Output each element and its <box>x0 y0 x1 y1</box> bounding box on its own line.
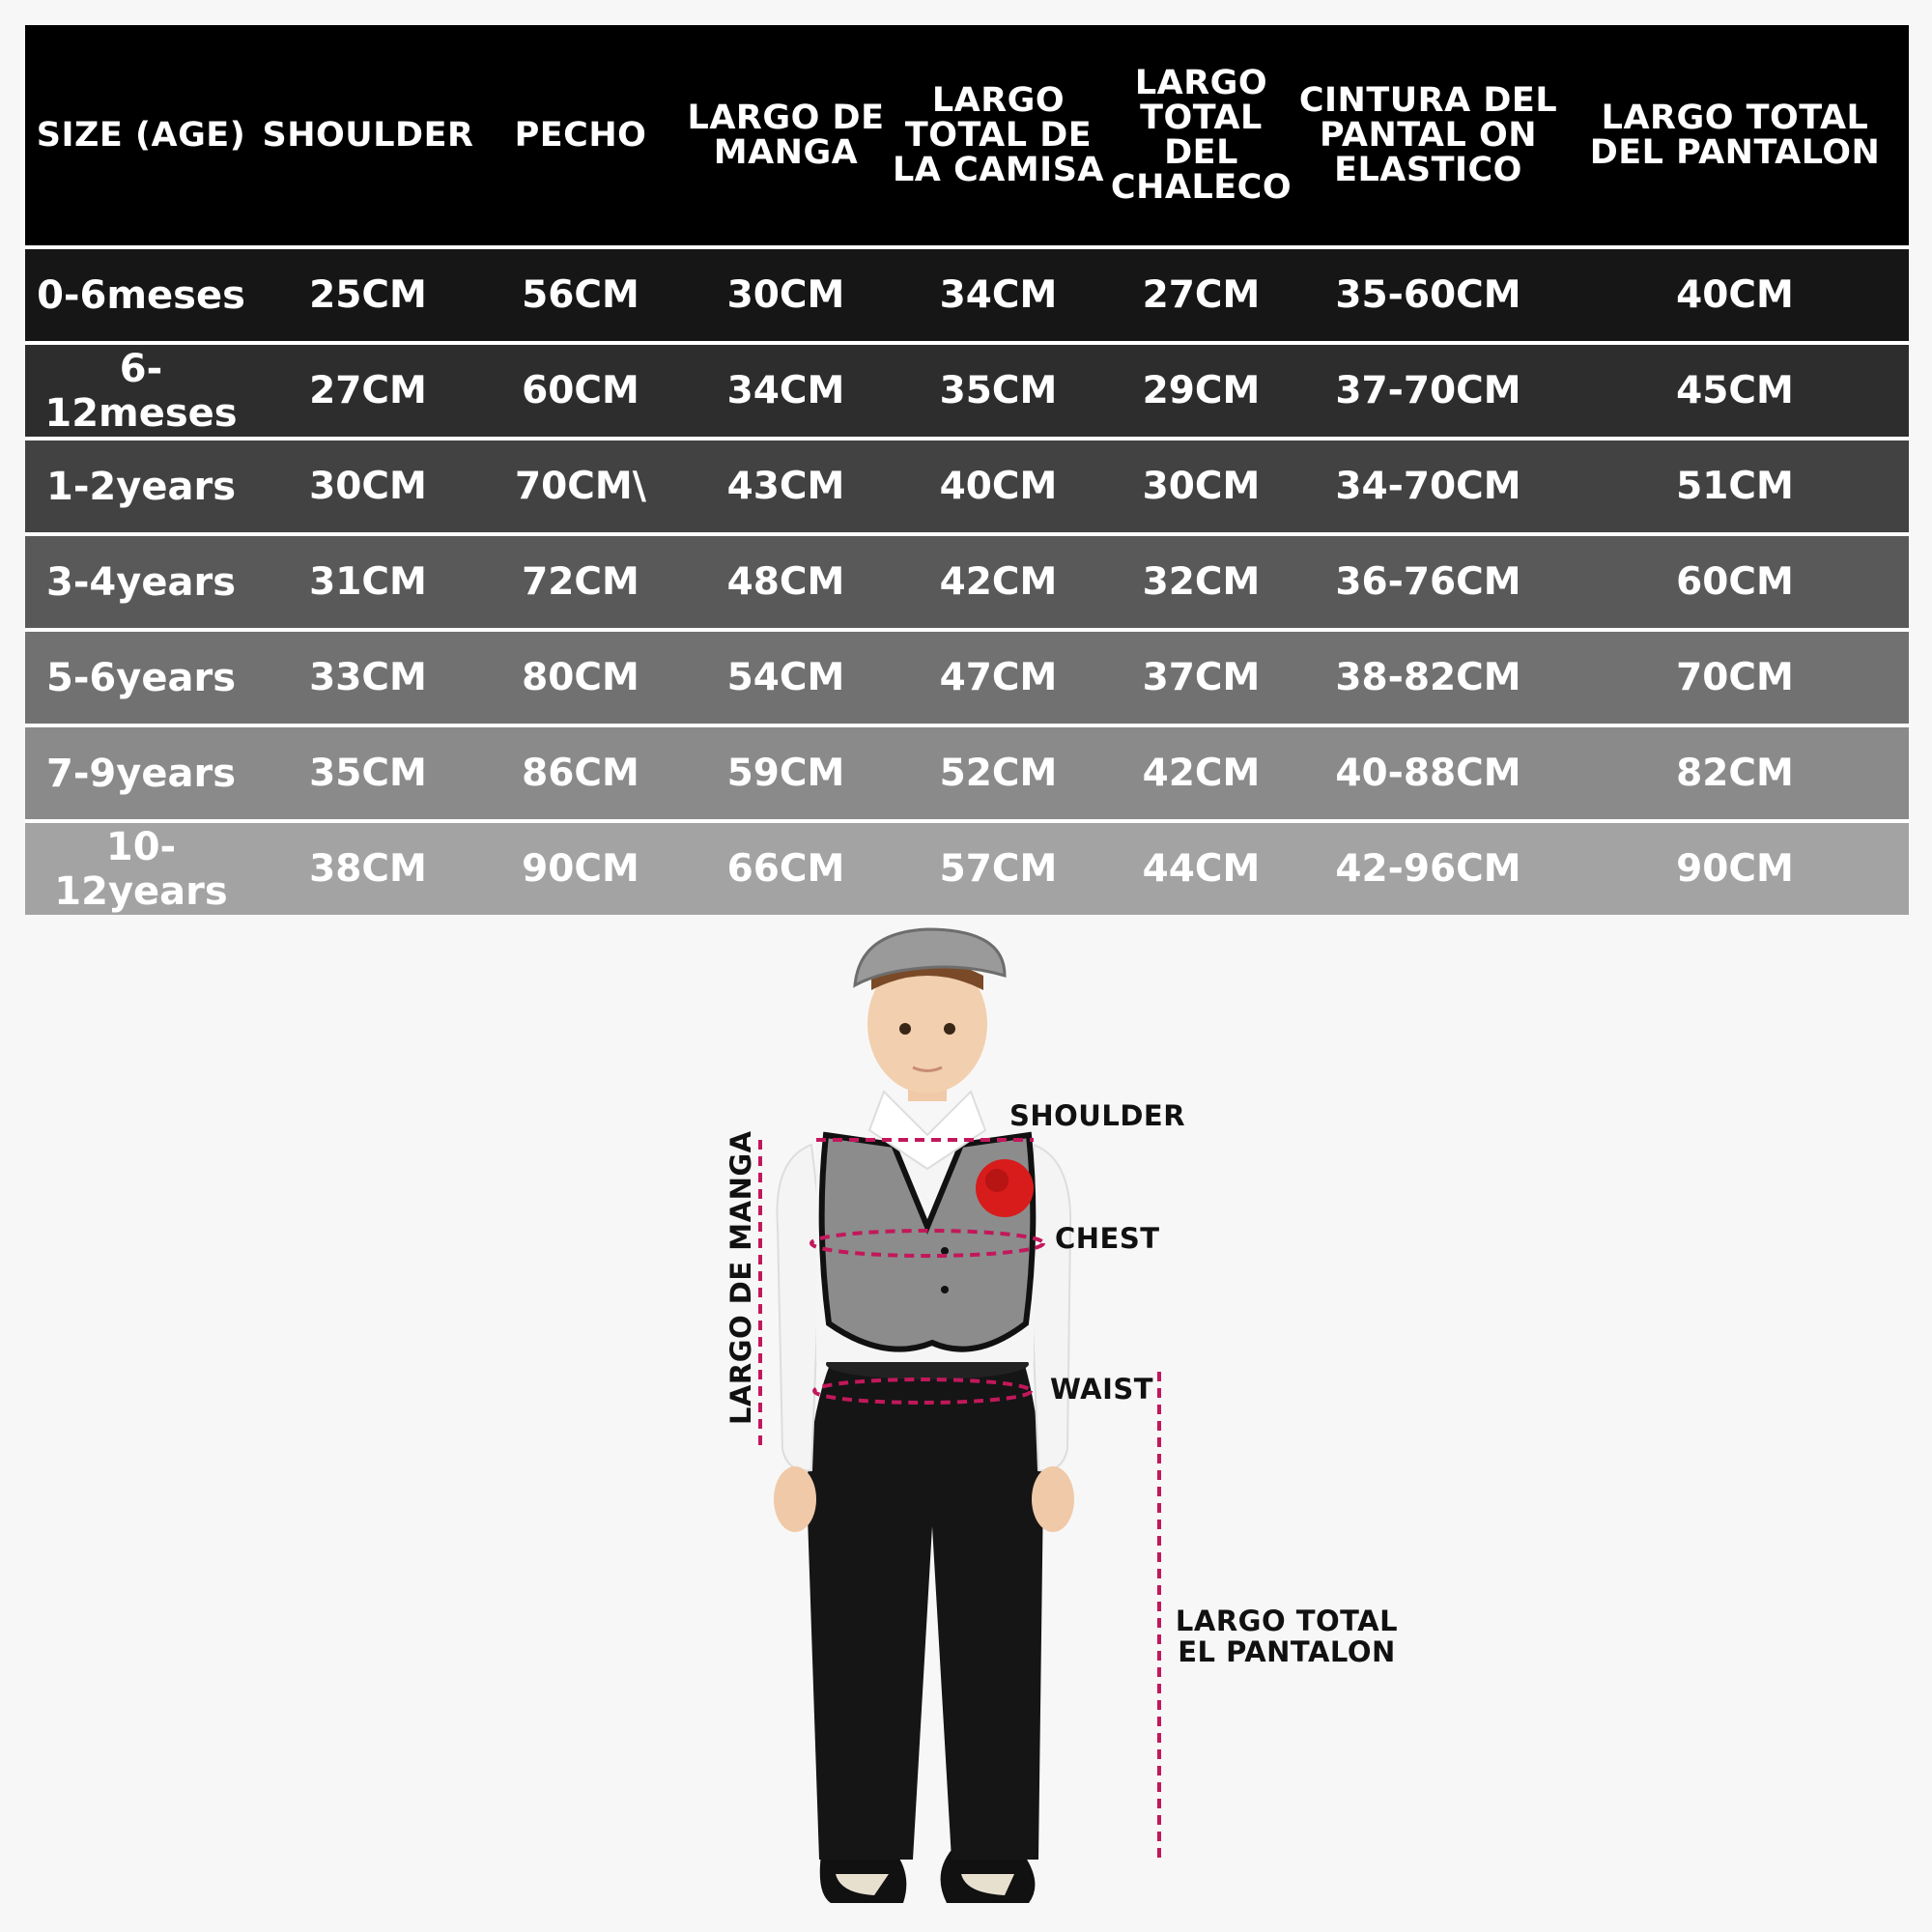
table-cell: 80CM <box>479 632 682 727</box>
header-largo-pantalon: LARGO TOTAL DEL PANTALON <box>1561 25 1909 249</box>
header-largo-chaleco: LARGO TOTAL DEL CHALECO <box>1107 25 1295 249</box>
table-cell: 48CM <box>682 536 890 632</box>
table-cell: 29CM <box>1107 345 1295 440</box>
sleeve-length-label: LARGO DE MANGA <box>724 1130 757 1425</box>
table-cell: 34CM <box>682 345 890 440</box>
table-cell: 40-88CM <box>1295 727 1561 823</box>
header-largo-camisa: LARGO TOTAL DE LA CAMISA <box>890 25 1107 249</box>
table-cell: 37CM <box>1107 632 1295 727</box>
table-cell: 44CM <box>1107 823 1295 915</box>
table-cell: 51CM <box>1561 440 1909 536</box>
table-cell: 90CM <box>479 823 682 915</box>
table-cell: 37-70CM <box>1295 345 1561 440</box>
table-cell: 72CM <box>479 536 682 632</box>
table-cell: 59CM <box>682 727 890 823</box>
table-cell: 70CM\ <box>479 440 682 536</box>
header-pecho: PECHO <box>479 25 682 249</box>
table-row <box>25 823 1909 915</box>
table-row <box>25 632 1909 727</box>
chest-label: CHEST <box>1055 1222 1160 1255</box>
size-cell: 6-12meses <box>25 345 257 440</box>
table-cell: 33CM <box>257 632 479 727</box>
table-cell: 30CM <box>257 440 479 536</box>
table-cell: 56CM <box>479 249 682 345</box>
pants-shape <box>807 1362 1043 1860</box>
header-cintura: CINTURA DEL PANTAL ON ELASTICO <box>1295 25 1561 249</box>
table-cell: 32CM <box>1107 536 1295 632</box>
size-cell: 0-6meses <box>25 249 257 345</box>
table-cell: 86CM <box>479 727 682 823</box>
table-cell: 45CM <box>1561 345 1909 440</box>
header-shoulder: SHOULDER <box>257 25 479 249</box>
table-cell: 35CM <box>890 345 1107 440</box>
table-cell: 43CM <box>682 440 890 536</box>
table-cell: 38-82CM <box>1295 632 1561 727</box>
table-cell: 66CM <box>682 823 890 915</box>
table-cell: 40CM <box>1561 249 1909 345</box>
measurement-figure <box>0 908 1932 1932</box>
header-size: SIZE (AGE) <box>25 25 257 249</box>
table-cell: 42-96CM <box>1295 823 1561 915</box>
size-cell: 1-2years <box>25 440 257 536</box>
table-cell: 60CM <box>479 345 682 440</box>
table-row <box>25 440 1909 536</box>
table-cell: 57CM <box>890 823 1107 915</box>
size-cell: 10-12years <box>25 823 257 915</box>
table-cell: 27CM <box>257 345 479 440</box>
table-cell: 70CM <box>1561 632 1909 727</box>
table-row <box>25 727 1909 823</box>
table-row <box>25 536 1909 632</box>
table-cell: 30CM <box>1107 440 1295 536</box>
waist-label: WAIST <box>1050 1373 1154 1406</box>
table-cell: 30CM <box>682 249 890 345</box>
shoulder-label: SHOULDER <box>1009 1099 1186 1132</box>
table-cell: 38CM <box>257 823 479 915</box>
table-cell: 34CM <box>890 249 1107 345</box>
table-cell: 47CM <box>890 632 1107 727</box>
pants-length-label: LARGO TOTAL EL PANTALON <box>1175 1605 1399 1668</box>
table-cell: 36-76CM <box>1295 536 1561 632</box>
size-chart-table <box>25 25 1909 915</box>
table-cell: 40CM <box>890 440 1107 536</box>
table-header-row <box>25 25 1909 249</box>
child-model-illustration <box>0 908 1932 1932</box>
table-cell: 54CM <box>682 632 890 727</box>
header-largo-de-manga: LARGO DE MANGA <box>682 25 890 249</box>
table-cell: 52CM <box>890 727 1107 823</box>
table-row <box>25 249 1909 345</box>
size-cell: 5-6years <box>25 632 257 727</box>
table-cell: 60CM <box>1561 536 1909 632</box>
table-cell: 35-60CM <box>1295 249 1561 345</box>
size-cell: 7-9years <box>25 727 257 823</box>
table-cell: 27CM <box>1107 249 1295 345</box>
size-cell: 3-4years <box>25 536 257 632</box>
table-cell: 42CM <box>890 536 1107 632</box>
table-cell: 31CM <box>257 536 479 632</box>
table-cell: 25CM <box>257 249 479 345</box>
table-cell: 35CM <box>257 727 479 823</box>
table-row <box>25 345 1909 440</box>
table-cell: 82CM <box>1561 727 1909 823</box>
table-cell: 90CM <box>1561 823 1909 915</box>
table-cell: 34-70CM <box>1295 440 1561 536</box>
table-cell: 42CM <box>1107 727 1295 823</box>
